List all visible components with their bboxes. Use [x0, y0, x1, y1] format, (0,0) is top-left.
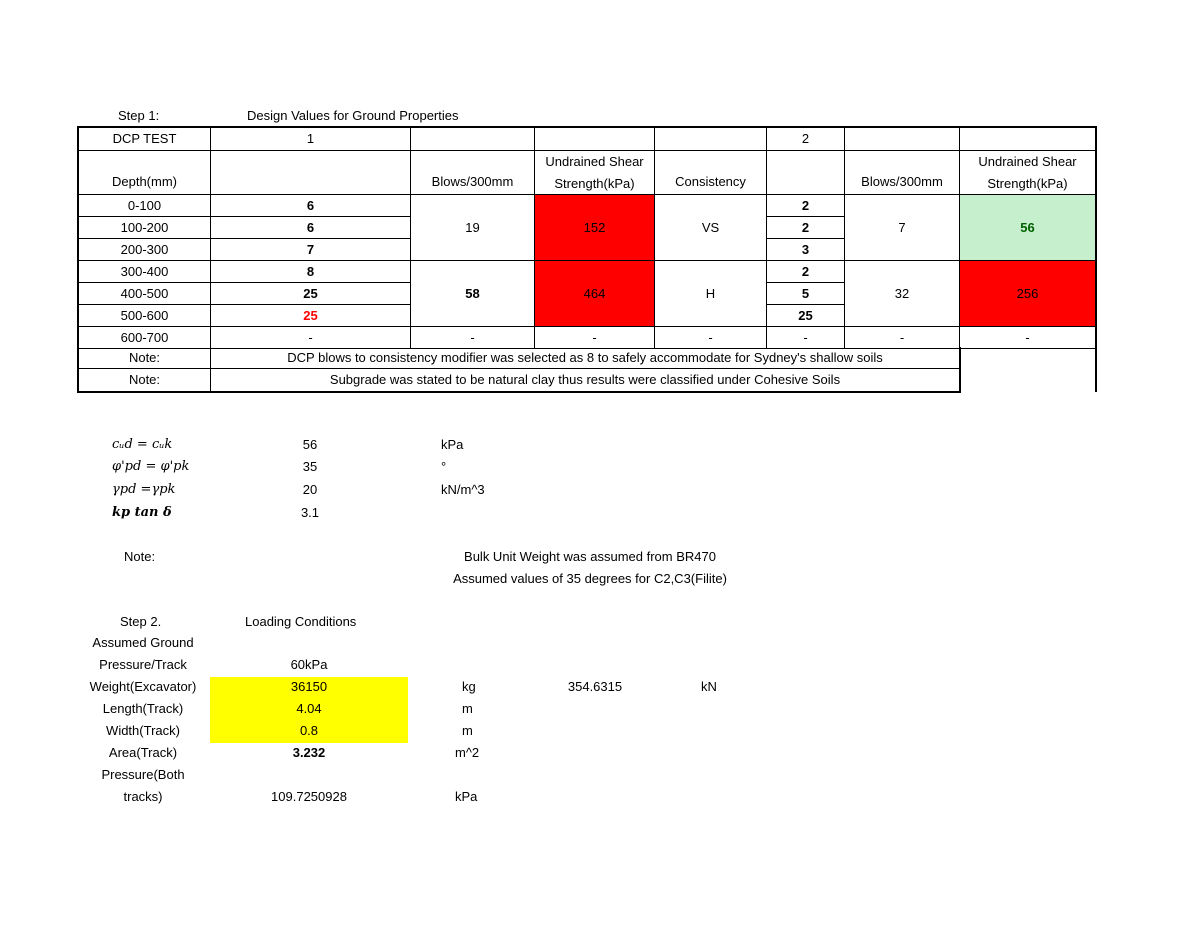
shear-header-1-line1: Undrained Shear — [545, 153, 644, 169]
test2-value: 2 — [767, 195, 845, 217]
group1-blows1: 19 — [411, 195, 535, 261]
group2-shear2: 256 — [960, 261, 1095, 327]
shear-header-1-line2: Strength(kPa) — [554, 175, 635, 191]
shear-header-2 — [960, 151, 1095, 195]
param-value: 3.1 — [300, 505, 320, 520]
test1-value: - — [211, 327, 411, 349]
length-unit: m — [462, 701, 473, 716]
empty-cell — [960, 128, 1095, 151]
depth-cell: 200-300 — [79, 239, 211, 261]
depth-cell: 0-100 — [79, 195, 211, 217]
width-label: Width(Track) — [106, 723, 180, 738]
note2-line1: Bulk Unit Weight was assumed from BR470 — [464, 549, 716, 564]
depth-header: Depth(mm) — [79, 151, 211, 195]
consistency-header: Consistency — [655, 151, 767, 195]
depth-cell: 400-500 — [79, 283, 211, 305]
test1-value: 8 — [211, 261, 411, 283]
test1-value: 6 — [211, 217, 411, 239]
test2-value: 25 — [767, 305, 845, 327]
param-unit: kPa — [441, 437, 464, 452]
empty-cell — [535, 128, 655, 151]
notes-table — [77, 347, 961, 393]
note-text: DCP blows to consistency modifier was selected as 8 to safely accommodate for Sydney's shallow soils — [211, 347, 959, 369]
test2-number: 2 — [767, 128, 845, 151]
group1-blows2: 7 — [845, 195, 960, 261]
test1-value-flagged: 25 — [211, 305, 411, 327]
area-value: 3.232 — [292, 745, 326, 760]
test2-value: 5 — [767, 283, 845, 305]
test1-value: 25 — [211, 283, 411, 305]
test2-value: 2 — [767, 217, 845, 239]
step1-title: Design Values for Ground Properties — [247, 108, 459, 123]
last-consistency: - — [655, 327, 767, 349]
pressure-label-1: Pressure(Both — [101, 767, 185, 782]
empty-cell — [655, 128, 767, 151]
empty-cell — [411, 128, 535, 151]
group1-consistency: VS — [655, 195, 767, 261]
area-unit: m^2 — [455, 745, 480, 760]
param-symbol: cᵤd = cᵤk — [112, 437, 173, 452]
weight-kn-value: 354.6315 — [567, 679, 623, 694]
blows-header-2: Blows/300mm — [845, 151, 960, 195]
weight-kn-unit: kN — [701, 679, 717, 694]
last-shear2: - — [960, 327, 1095, 349]
test2-value: 2 — [767, 261, 845, 283]
area-label: Area(Track) — [108, 745, 178, 760]
test1-number: 1 — [211, 128, 411, 151]
param-symbol: kp tan δ — [112, 505, 172, 520]
test2-value: - — [767, 327, 845, 349]
group1-shear2: 56 — [960, 195, 1095, 261]
note-label: Note: — [79, 347, 211, 369]
shear-header-1 — [535, 151, 655, 195]
group2-consistency: H — [655, 261, 767, 327]
param-unit: ° — [441, 459, 447, 474]
weight-unit: kg — [462, 679, 476, 694]
depth-cell: 100-200 — [79, 217, 211, 239]
weight-label: Weight(Excavator) — [89, 679, 197, 694]
group2-blows1: 58 — [411, 261, 535, 327]
shear-header-2-line2: Strength(kPa) — [987, 175, 1068, 191]
length-value[interactable]: 4.04 — [296, 701, 322, 716]
group1-shear1: 152 — [535, 195, 655, 261]
param-symbol: φ'pd = φ'pk — [112, 459, 190, 474]
pressure-label-2: tracks) — [123, 789, 163, 804]
step1-label: Step 1: — [118, 108, 160, 123]
pressure-unit: kPa — [455, 789, 478, 804]
ground-pressure-label-2: Pressure/Track — [99, 657, 187, 672]
width-value[interactable]: 0.8 — [299, 723, 319, 738]
step2-title: Loading Conditions — [245, 614, 357, 629]
test1-value: 6 — [211, 195, 411, 217]
width-unit: m — [462, 723, 473, 738]
param-value: 35 — [302, 459, 318, 474]
group2-blows2: 32 — [845, 261, 960, 327]
empty-cell — [845, 128, 960, 151]
test1-value: 7 — [211, 239, 411, 261]
test2-value: 3 — [767, 239, 845, 261]
depth-cell: 600-700 — [79, 327, 211, 349]
param-value: 56 — [302, 437, 318, 452]
param-symbol: γpd =γpk — [112, 482, 176, 497]
param-unit: kN/m^3 — [441, 482, 485, 497]
depth-cell: 300-400 — [79, 261, 211, 283]
last-shear1: - — [535, 327, 655, 349]
blows-header-1: Blows/300mm — [411, 151, 535, 195]
note2-label: Note: — [124, 549, 156, 564]
note-label: Note: — [79, 369, 211, 391]
last-blows1: - — [411, 327, 535, 349]
ground-pressure-label-1: Assumed Ground — [92, 635, 194, 650]
note2-line2: Assumed values of 35 degrees for C2,C3(Filite) — [453, 571, 727, 586]
empty-cell — [767, 151, 845, 195]
last-blows2: - — [845, 327, 960, 349]
ground-pressure-value: 60kPa — [290, 657, 328, 672]
group2-shear1: 464 — [535, 261, 655, 327]
pressure-value: 109.7250928 — [271, 789, 347, 804]
param-value: 20 — [302, 482, 318, 497]
length-label: Length(Track) — [102, 701, 184, 716]
dcp-test-label: DCP TEST — [79, 128, 211, 151]
depth-cell: 500-600 — [79, 305, 211, 327]
note-text: Subgrade was stated to be natural clay thus results were classified under Cohesive Soils — [329, 372, 841, 387]
step2-label: Step 2. — [120, 614, 162, 629]
weight-value[interactable]: 36150 — [290, 679, 328, 694]
empty-cell — [211, 151, 411, 195]
shear-header-2-line1: Undrained Shear — [978, 153, 1077, 169]
